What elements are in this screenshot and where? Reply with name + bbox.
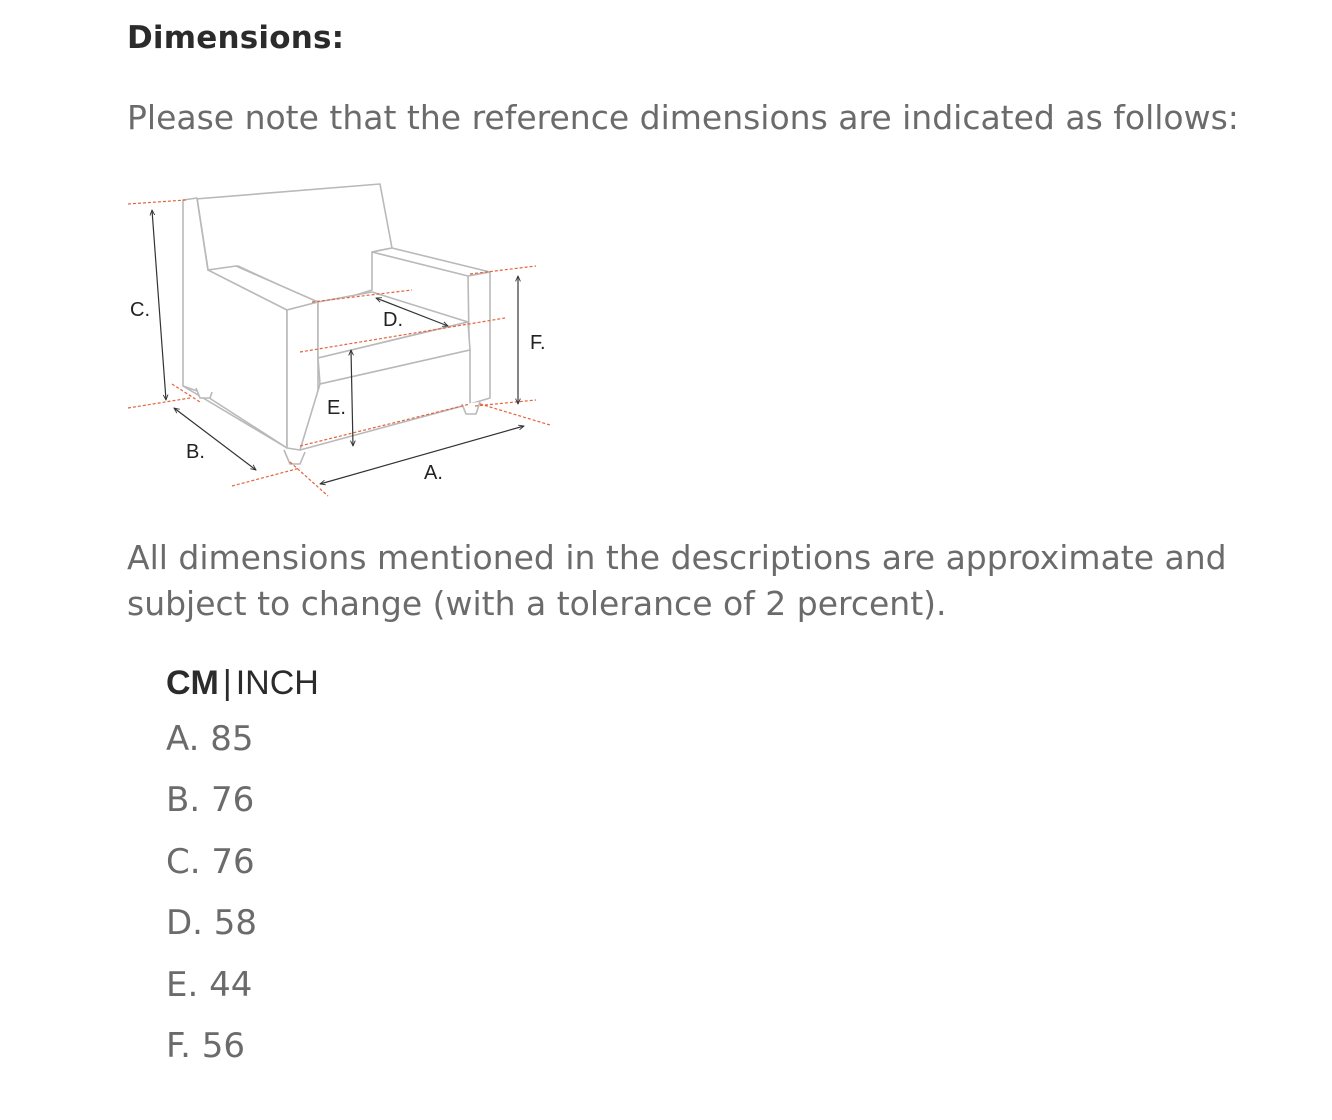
label-c: C. <box>130 299 150 321</box>
dimension-item-f: F. 56 <box>166 1025 245 1066</box>
label-a: A. <box>424 462 443 484</box>
unit-inch-option[interactable]: INCH <box>235 664 319 702</box>
dimension-item-e: E. 44 <box>166 964 253 1005</box>
dimension-item-b: B. 76 <box>166 780 255 821</box>
section-heading: Dimensions: <box>127 20 345 56</box>
unit-toggle <box>166 664 319 703</box>
intro-text: Please note that the reference dimensions are indicated as follows: <box>127 98 1239 137</box>
dimension-item-d: D. 58 <box>166 903 258 944</box>
tolerance-note: All dimensions mentioned in the descriptions are approximate and subject to change (with a tolerance of 2 percent). <box>127 538 1227 623</box>
unit-separator: | <box>222 664 232 702</box>
dimension-item-c: C. 76 <box>166 841 255 882</box>
dimension-list <box>166 717 257 1085</box>
label-e: E. <box>327 397 346 419</box>
armchair-dimension-diagram <box>122 175 562 505</box>
dimension-item-a: A. 85 <box>166 719 254 759</box>
label-d: D. <box>383 309 403 331</box>
label-b: B. <box>186 441 205 463</box>
label-f: F. <box>530 332 546 354</box>
unit-cm-option[interactable]: CM <box>166 664 219 702</box>
